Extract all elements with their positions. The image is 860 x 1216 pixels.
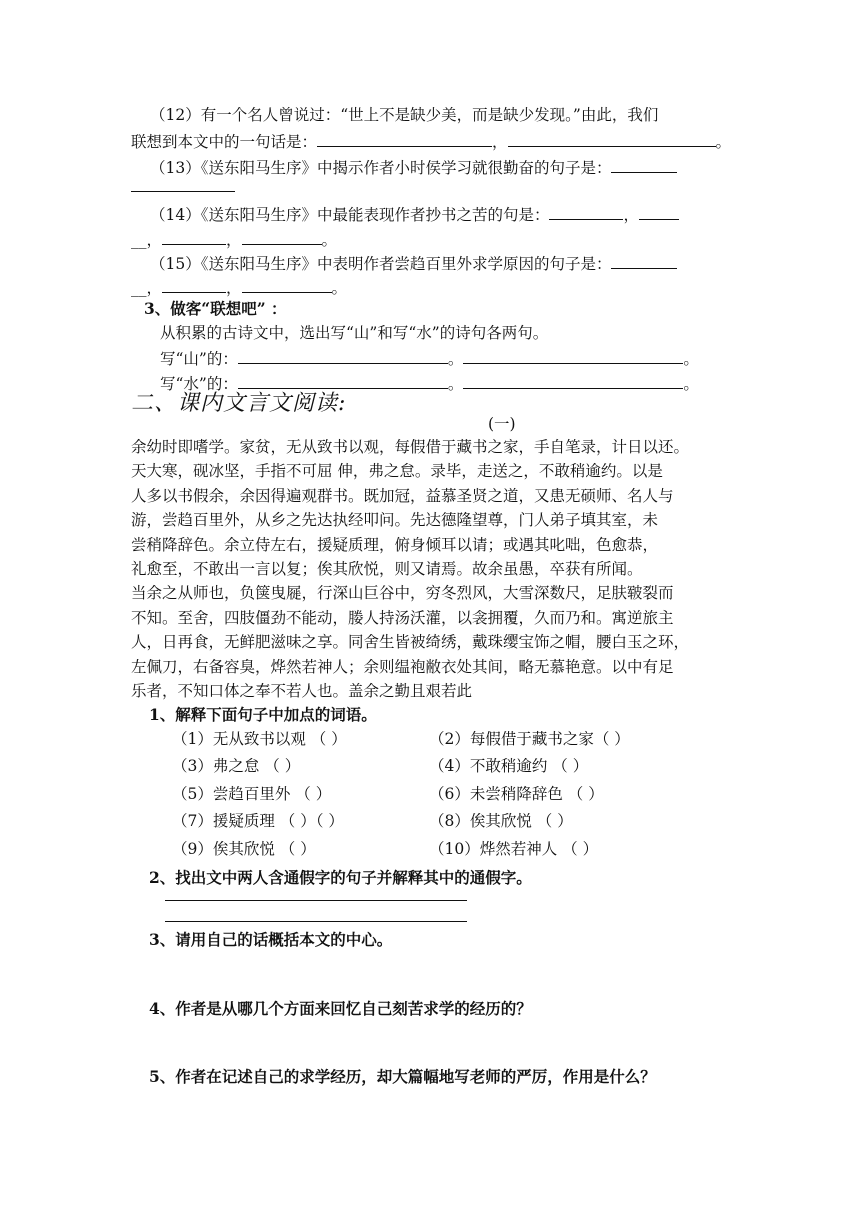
q14-sep: ， — [623, 206, 639, 224]
question-5: 5、作者在记述自己的求学经历，却大篇幅地写老师的严厉，作用是什么？ — [149, 1067, 656, 1086]
q14-blank-4[interactable] — [242, 228, 322, 245]
q15-line2 — [131, 276, 347, 299]
passage-line-1: 余幼时即嗜学。家贫，无从致书以观，每假借于藏书之家，手自笔录，计日以还。 — [131, 438, 690, 456]
q13-prompt: （13）《送东阳马生序》中揭示作者小时侯学习就很勤奋的句子是： — [150, 159, 612, 177]
section2-title: 二、课内文言文阅读: — [131, 391, 347, 416]
question-1: 1、解释下面句子中加点的词语。 — [149, 705, 377, 724]
vocab-10: （10）烨然若神人 （ ） — [429, 840, 599, 858]
vocab-9: （9）俟其欣悦 （ ） — [172, 840, 316, 858]
passage-line-7: 当余之从师也，负箧曳屣，行深山巨谷中，穷冬烈风，大雪深数尺，足肤皲裂而 — [131, 584, 674, 602]
mountain-blank-2[interactable] — [463, 347, 683, 364]
section2-subtitle: (一) — [488, 415, 516, 433]
vocab-1: （1）无从致书以观 （ ） — [172, 730, 347, 748]
q15-blank-2[interactable] — [162, 276, 226, 293]
answer-line-2[interactable] — [165, 921, 467, 922]
q14-line1 — [150, 203, 679, 226]
q12-blank-2[interactable] — [508, 130, 716, 147]
q12-line2 — [131, 130, 731, 153]
vocab-3: （3）弗之怠 （ ） — [172, 757, 301, 775]
q15-lead2: __， — [131, 279, 163, 297]
mountain-row — [160, 347, 699, 370]
vocab-4: （4）不敢稍逾约 （ ） — [429, 757, 589, 775]
passage-line-5: 尝稍降辞色。余立侍左右，援疑质理，俯身倾耳以请；或遇其叱咄，色愈恭， — [131, 536, 659, 554]
q12-sep: ， — [492, 133, 508, 151]
passage-line-3: 人多以书假余，余因得遍观群书。既加冠，益慕圣贤之道，又患无硕师、名人与 — [131, 487, 674, 505]
q15-line1 — [150, 252, 677, 275]
mountain-blank-1[interactable] — [238, 347, 448, 364]
question-2: 2、找出文中两人含通假字的句子并解释其中的通假字。 — [149, 868, 532, 887]
q14-end: 。 — [321, 231, 338, 249]
passage-line-2: 天大寒，砚冰坚，手指不可屈 伸，弗之怠。录毕，走送之，不敢稍逾约。以是 — [131, 462, 663, 480]
q15-end: 。 — [331, 279, 348, 297]
mountain-dot-2: 。 — [683, 350, 699, 368]
passage-line-11: 乐者，不知口体之奉不若人也。盖余之勤且艰若此 — [131, 682, 473, 700]
passage-line-9: 人，日再食，无鲜肥滋味之享。同舍生皆被绮绣，戴珠缨宝饰之帽，腰白玉之环， — [131, 633, 690, 651]
q14-blank-2[interactable] — [639, 203, 679, 220]
passage-line-10: 左佩刀，右备容臭，烨然若神人；余则缊袍敝衣处其间，略无慕艳意。以中有足 — [131, 658, 674, 676]
q15-sep: ， — [226, 279, 242, 297]
q13-line1 — [150, 156, 677, 179]
question-4: 4、作者是从哪几个方面来回忆自己刻苦求学的经历的？ — [149, 999, 532, 1018]
q15-blank-1[interactable] — [611, 252, 677, 269]
water-blank-2[interactable] — [463, 372, 683, 389]
water-dot-1: 。 — [447, 375, 464, 393]
passage-line-4: 游，尝趋百里外，从乡之先达执经叩问。先达德隆望尊，门人弟子填其室，未 — [131, 511, 659, 529]
part3-instruction: 从积累的古诗文中，选出写“山”和写“水”的诗句各两句。 — [160, 324, 549, 342]
q13-blank-2[interactable] — [131, 191, 235, 192]
answer-line-1[interactable] — [165, 900, 467, 901]
vocab-6: （6）未尝稍降辞色 （ ） — [429, 785, 604, 803]
q15-prompt: （15）《送东阳马生序》中表明作者尝趋百里外求学原因的句子是： — [150, 255, 612, 273]
q14-blank-1[interactable] — [549, 203, 623, 220]
vocab-2: （2）每假借于藏书之家（ ） — [429, 730, 630, 748]
q12-line1: （12）有一个名人曾说过：“世上不是缺少美，而是缺少发现。”由此，我们 — [150, 106, 659, 124]
mountain-label: 写“山”的： — [160, 350, 238, 368]
q14-lead2: __， — [131, 231, 163, 249]
mountain-dot-1: 。 — [447, 350, 464, 368]
q12-blank-1[interactable] — [317, 130, 492, 147]
part3-heading: 3、做客“联想吧” ： — [144, 299, 287, 318]
vocab-8: （8）俟其欣悦 （ ） — [429, 812, 573, 830]
passage-line-8: 不知。至舍，四肢僵劲不能动，媵人持汤沃灌，以衾拥覆，久而乃和。寓逆旅主 — [131, 609, 674, 627]
water-label: 写“水”的： — [160, 375, 238, 393]
q14-sep-2: ， — [226, 231, 242, 249]
q12-prompt: 联想到本文中的一句话是： — [131, 133, 318, 151]
q15-blank-3[interactable] — [242, 276, 332, 293]
vocab-7: （7）援疑质理 （ ）（ ） — [172, 812, 344, 830]
question-3: 3、请用自己的话概括本文的中心。 — [149, 930, 393, 949]
q12-end: 。 — [715, 133, 732, 151]
q14-prompt: （14）《送东阳马生序》中最能表现作者抄书之苦的句是： — [150, 206, 550, 224]
q13-blank-1[interactable] — [611, 156, 677, 173]
q14-line2 — [131, 228, 337, 251]
water-dot-2: 。 — [683, 375, 699, 393]
passage-line-6: 礼愈至，不敢出一言以复；俟其欣悦，则又请焉。故余虽愚，卒获有所闻。 — [131, 560, 643, 578]
q14-blank-3[interactable] — [162, 228, 226, 245]
vocab-5: （5）尝趋百里外 （ ） — [172, 785, 332, 803]
